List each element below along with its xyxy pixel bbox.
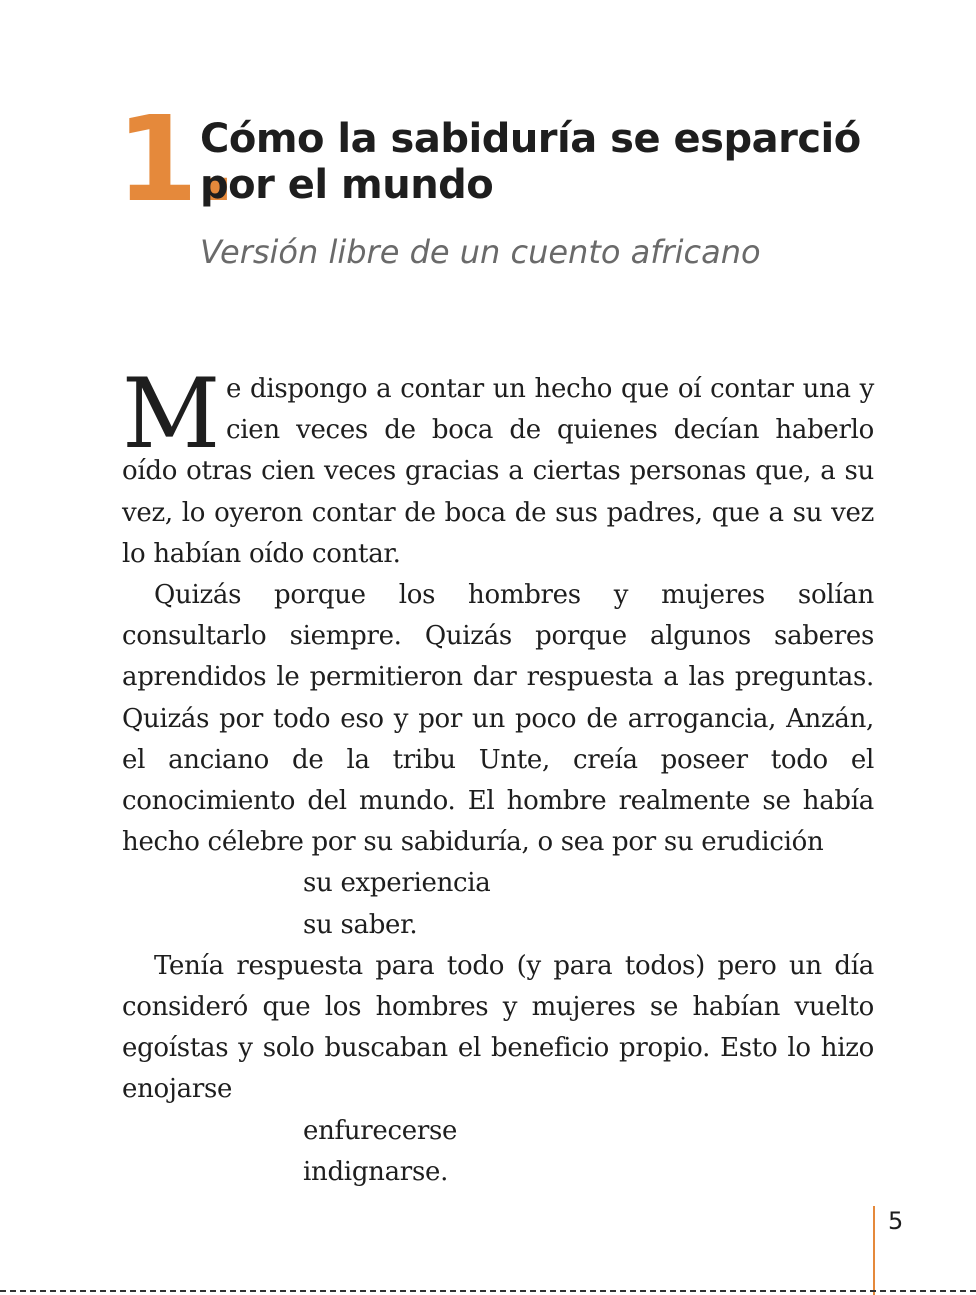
cut-line bbox=[0, 1290, 976, 1292]
paragraph-1 bbox=[122, 358, 874, 575]
chapter-title: Cómo la sabiduría se esparció por el mundo bbox=[200, 116, 861, 208]
list-line: indignarse. bbox=[303, 1156, 449, 1187]
chapter-subtitle: Versión libre de un cuento africano bbox=[200, 233, 761, 271]
list-line: su experiencia bbox=[303, 868, 491, 899]
page-rule bbox=[873, 1206, 875, 1295]
list-line: enfurecerse bbox=[303, 1115, 458, 1146]
body-text bbox=[122, 358, 874, 1193]
page-number: 5 bbox=[888, 1207, 904, 1235]
dropcap: M bbox=[122, 358, 220, 470]
paragraph-2: Quizás porque los hombres y mujeres solían consultarlo siempre. Quizás porque algunos saberes aprendidos le permitieron dar respuesta a las preguntas. Quizás por todo eso y por un poco de arrogancia, Anzán, el anciano de la tribu Unte, creía poseer todo el conocimiento del mundo. El hombre realmente se había hecho célebre por su sabiduría, o sea por su erudición bbox=[122, 580, 874, 858]
list-line: su saber. bbox=[303, 909, 418, 940]
paragraph-3: Tenía respuesta para todo (y para todos) pero un día consideró que los hombres y mujeres se habían vuelto egoístas y solo buscaban el beneficio propio. Esto lo hizo enojarse bbox=[122, 950, 874, 1105]
chapter-number: 1. bbox=[116, 90, 235, 228]
paragraph-1-text: e dispongo a contar un hecho que oí contar una y cien veces de boca de quienes decían haberlo oído otras cien veces gracias a ciertas personas que, a su vez, lo oyeron contar de boca de sus padres, que a su vez lo habían oído contar. bbox=[122, 374, 874, 569]
